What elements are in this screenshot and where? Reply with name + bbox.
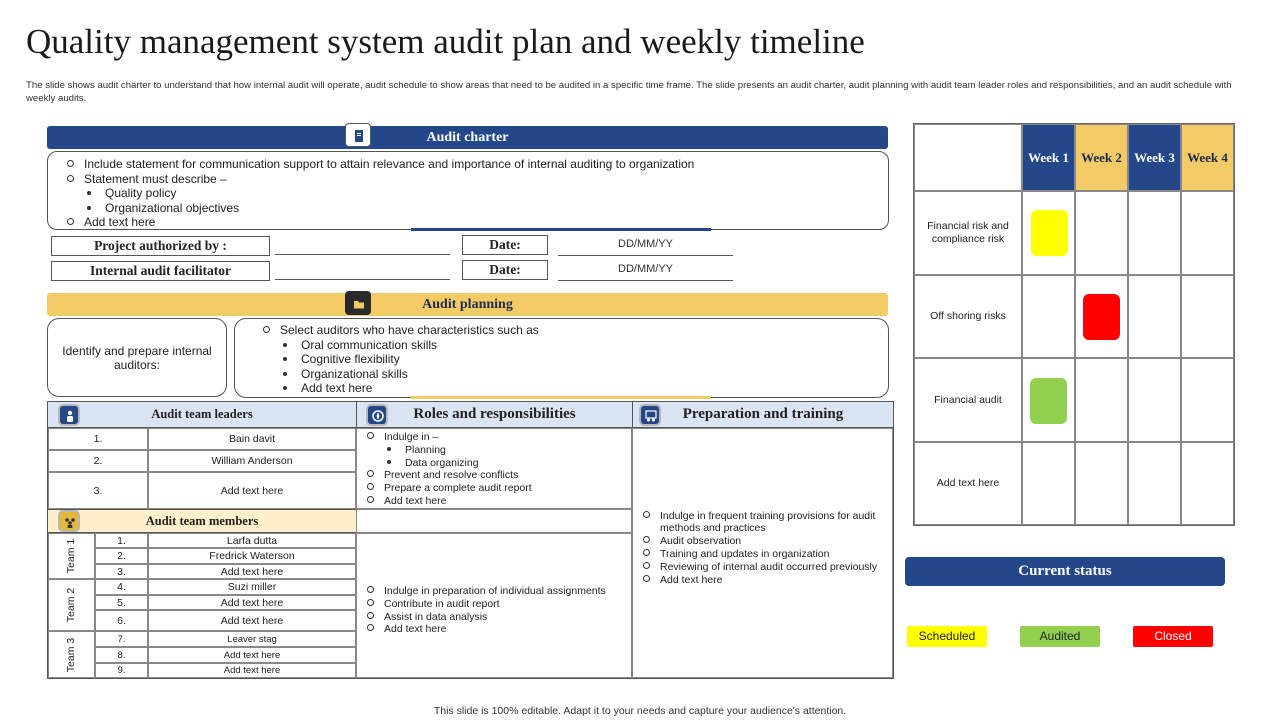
row-label: Financial risk and compliance risk (914, 191, 1022, 275)
page-title: Quality management system audit plan and weekly timeline (26, 22, 865, 61)
empty-cell (356, 509, 632, 533)
team-label: Team 3 (65, 637, 78, 672)
team-3-cell (48, 631, 95, 678)
row-label: Add text here (914, 442, 1022, 525)
team-2-cell (48, 579, 95, 631)
member-number: 5. (95, 595, 148, 610)
list-item: Include statement for communication support to attain relevance and importance of internal auditing to organization (67, 157, 694, 172)
audit-planning-header (47, 293, 888, 316)
schedule-cell (1128, 442, 1181, 525)
list-item: Prevent and resolve conflicts (367, 469, 532, 482)
member-number: 6. (95, 610, 148, 631)
audit-charter-header (47, 126, 888, 149)
training-icon (639, 404, 661, 426)
member-name: Leaver stag (148, 631, 356, 647)
member-number: 4. (95, 579, 148, 595)
team-label: Team 1 (65, 538, 78, 574)
list-item: Add text here (263, 381, 539, 396)
member-name: Suzi miller (148, 579, 356, 595)
list-item: Training and updates in organization (643, 548, 888, 561)
project-authorized-label: Project authorized by : (51, 236, 270, 256)
week-4-header: Week 4 (1181, 124, 1234, 191)
list-item: Cognitive flexibility (263, 352, 539, 367)
list-item: Add text here (367, 623, 606, 636)
list-item: Indulge in – (367, 431, 532, 444)
list-item: Contribute in audit report (367, 598, 606, 611)
member-name: Add text here (148, 647, 356, 663)
member-number: 8. (95, 647, 148, 663)
legend-closed: Closed (1133, 626, 1213, 647)
list-item: Select auditors who have characteristics such as (263, 323, 539, 338)
leader-name: William Anderson (148, 450, 356, 472)
list-item: Add text here (367, 495, 532, 508)
week-1-header: Week 1 (1022, 124, 1075, 191)
schedule-cell (1128, 358, 1181, 442)
member-number: 3. (95, 564, 148, 579)
member-name: Add text here (148, 610, 356, 631)
status-marker (1030, 378, 1067, 424)
team-label: Team 2 (65, 587, 78, 623)
team-1-cell (48, 533, 95, 579)
member-number: 7. (95, 631, 148, 647)
identify-auditors-box: Identify and prepare internal auditors: (47, 318, 227, 397)
date-field[interactable]: DD/MM/YY (558, 263, 733, 281)
leader-number: 1. (48, 428, 148, 450)
divider (411, 396, 711, 399)
schedule-cell (1075, 442, 1128, 525)
legend-scheduled: Scheduled (907, 626, 987, 647)
schedule-cell (1075, 358, 1128, 442)
member-name: Fredrick Waterson (148, 548, 356, 564)
audit-team-leaders-header: Audit team leaders (48, 402, 356, 428)
list-item: Indulge in preparation of individual assignments (367, 585, 606, 598)
list-item: Add text here (67, 215, 694, 230)
preparation-training-header: Preparation and training (632, 402, 893, 428)
schedule-cell (1022, 442, 1075, 525)
audit-charter-title: Audit charter (426, 130, 509, 145)
auditor-characteristics-box (234, 318, 889, 398)
member-number: 1. (95, 533, 148, 548)
row-label: Financial audit (914, 358, 1022, 442)
team-icon (58, 510, 80, 532)
empty-corner-cell (914, 124, 1022, 191)
status-marker (1083, 294, 1120, 340)
member-roles-cell (356, 533, 632, 678)
row-label: Off shoring risks (914, 275, 1022, 358)
audit-planning-title: Audit planning (422, 297, 513, 312)
schedule-cell (1075, 191, 1128, 275)
leader-name: Add text here (148, 472, 356, 509)
list-item: Organizational skills (263, 367, 539, 382)
schedule-cell (1181, 191, 1234, 275)
list-item: Indulge in frequent training provisions for audit methods and practices (643, 510, 888, 536)
people-icon (58, 404, 80, 426)
list-item: Planning (367, 444, 532, 457)
member-name: Add text here (148, 663, 356, 678)
current-status-header: Current status (905, 557, 1225, 586)
list-item: Prepare a complete audit report (367, 482, 532, 495)
divider (411, 228, 711, 231)
project-authorized-field[interactable] (275, 237, 450, 255)
leader-number: 3. (48, 472, 148, 509)
schedule-cell (1181, 442, 1234, 525)
page-subtitle: The slide shows audit charter to understand that how internal audit will operate, audit schedule to show areas that need to be audited in a specific time frame. The slide presents an audit charter, audit planning with audit team leader roles and responsibilities, and an audit schedule with weekly audits. (26, 80, 1232, 104)
date-field[interactable]: DD/MM/YY (558, 238, 733, 256)
leader-number: 2. (48, 450, 148, 472)
roles-responsibilities-header: Roles and responsibilities (356, 402, 632, 428)
schedule-cell (1128, 191, 1181, 275)
list-item: Reviewing of internal audit occurred previously (643, 561, 888, 574)
internal-audit-facilitator-label: Internal audit facilitator (51, 261, 270, 281)
date-label: Date: (462, 235, 548, 255)
list-item: Add text here (643, 574, 888, 587)
leader-roles-cell (356, 428, 632, 509)
schedule-cell (1181, 358, 1234, 442)
facilitator-field[interactable] (275, 262, 450, 280)
list-item: Organizational objectives (67, 201, 694, 216)
member-number: 2. (95, 548, 148, 564)
member-number: 9. (95, 663, 148, 678)
schedule-cell (1128, 275, 1181, 358)
audit-team-table (47, 401, 894, 679)
schedule-cell (1022, 275, 1075, 358)
list-item: Oral communication skills (263, 338, 539, 353)
audit-team-members-header: Audit team members (48, 509, 356, 533)
audit-charter-box (47, 151, 889, 230)
legend-audited: Audited (1020, 626, 1100, 647)
leader-name: Bain davit (148, 428, 356, 450)
list-item: Statement must describe – (67, 172, 694, 187)
member-name: Add text here (148, 564, 356, 579)
week-2-header: Week 2 (1075, 124, 1128, 191)
list-item: Data organizing (367, 457, 532, 470)
member-name: Add text here (148, 595, 356, 610)
list-item: Assist in data analysis (367, 611, 606, 624)
compass-icon (366, 404, 388, 426)
footer-note: This slide is 100% editable. Adapt it to your needs and capture your audience's attention. (433, 705, 847, 717)
member-name: Larfa dutta (148, 533, 356, 548)
status-marker (1031, 210, 1068, 256)
list-item: Audit observation (643, 535, 888, 548)
document-icon (345, 123, 371, 147)
weekly-schedule-grid (913, 123, 1235, 526)
preparation-cell (632, 428, 893, 678)
schedule-cell (1181, 275, 1234, 358)
list-item: Quality policy (67, 186, 694, 201)
date-label: Date: (462, 260, 548, 280)
folder-icon (345, 291, 371, 315)
week-3-header: Week 3 (1128, 124, 1181, 191)
